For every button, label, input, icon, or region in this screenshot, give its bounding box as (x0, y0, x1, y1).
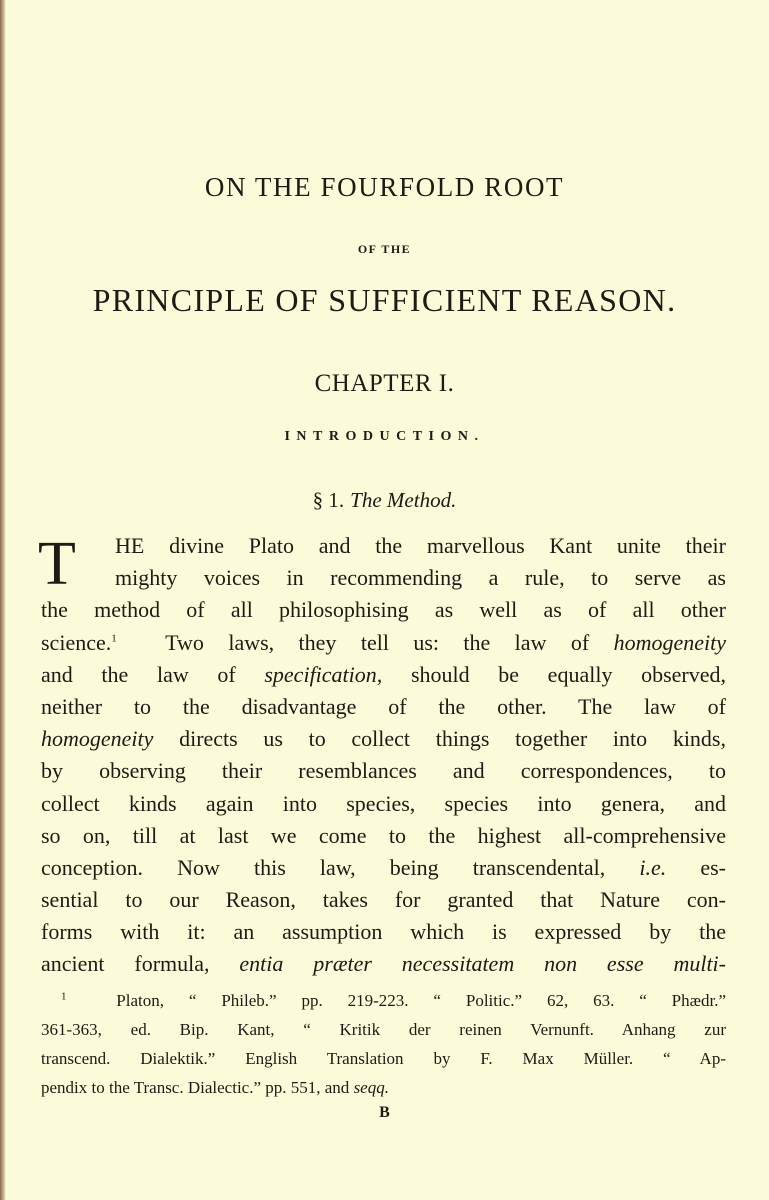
text-line (41, 627, 726, 659)
footnote-reference: 1 (111, 632, 117, 645)
text-line (41, 852, 726, 884)
body-paragraph (38, 530, 727, 981)
text-segment: should be equally observed, (410, 661, 727, 687)
text-segment: science. (41, 629, 112, 655)
footnote-line: transcend. Dialektik.” English Translation by F. Max Müller. “ Ap- (41, 1049, 726, 1068)
text-segment: Two laws, they tell us: the law of (165, 629, 590, 655)
text-line: collect kinds again into species, species into genera, and (41, 790, 726, 816)
italic-term: entia præter necessitatem non esse multi- (239, 951, 726, 977)
title-line-2: PRINCIPLE OF SUFFICIENT REASON. (92, 282, 677, 318)
footnote-marker: 1 (61, 990, 67, 1003)
footnote-text: Platon, “ Phileb.” pp. 219-223. “ Politic.” 62, 63. “ Phædr.” (116, 991, 726, 1010)
italic-term: specification, (264, 661, 383, 687)
text-line (41, 659, 726, 691)
text-line (41, 723, 726, 755)
italic-term: homogeneity (613, 629, 726, 655)
signature-mark: B (379, 1104, 390, 1121)
text-line (41, 948, 726, 980)
footnote (41, 986, 726, 1102)
footnote-text: pendix to the Transc. Dialectic.” pp. 551, and (41, 1078, 350, 1097)
italic-term: i.e. (639, 854, 667, 880)
text-segment: and the law of (41, 661, 236, 687)
introduction-heading: INTRODUCTION. (284, 429, 485, 444)
italic-term: homogeneity (41, 726, 154, 752)
footnote-line (41, 1073, 726, 1102)
text-segment: es- (700, 854, 727, 880)
drop-cap: T (38, 530, 76, 598)
text-line: mighty voices in recommending a rule, to serve as (115, 565, 726, 591)
italic-term: seqq. (353, 1078, 389, 1097)
text-line: sential to our Reason, takes for granted that Nature con- (41, 887, 726, 913)
section-title: The Method. (350, 488, 457, 512)
text-line: HE divine Plato and the marvellous Kant unite their (115, 533, 726, 558)
chapter-heading: CHAPTER I. (314, 370, 455, 397)
text-line: the method of all philosophising as well as of all other (41, 597, 726, 623)
title-of-the: OF THE (357, 242, 412, 256)
text-line: so on, till at last we come to the highest all-comprehensive (41, 822, 726, 848)
text-segment: ancient formula, (41, 951, 210, 977)
text-line: by observing their resemblances and correspondences, to (41, 758, 726, 784)
title-line-1: ON THE FOURFOLD ROOT (204, 172, 565, 202)
footnote-line: 361-363, ed. Bip. Kant, “ Kritik der reinen Vernunft. Anhang zur (41, 1020, 726, 1039)
text-line: forms with it: an assumption which is expressed by the (41, 919, 726, 945)
section-heading (0, 488, 769, 513)
footnote-line (41, 986, 726, 1015)
text-segment: conception. Now this law, being transcendental, (41, 854, 606, 880)
section-number: § 1. (312, 488, 345, 512)
text-segment: directs us to collect things together into kinds, (179, 726, 726, 752)
text-line: neither to the disadvantage of the other. The law of (41, 693, 726, 719)
